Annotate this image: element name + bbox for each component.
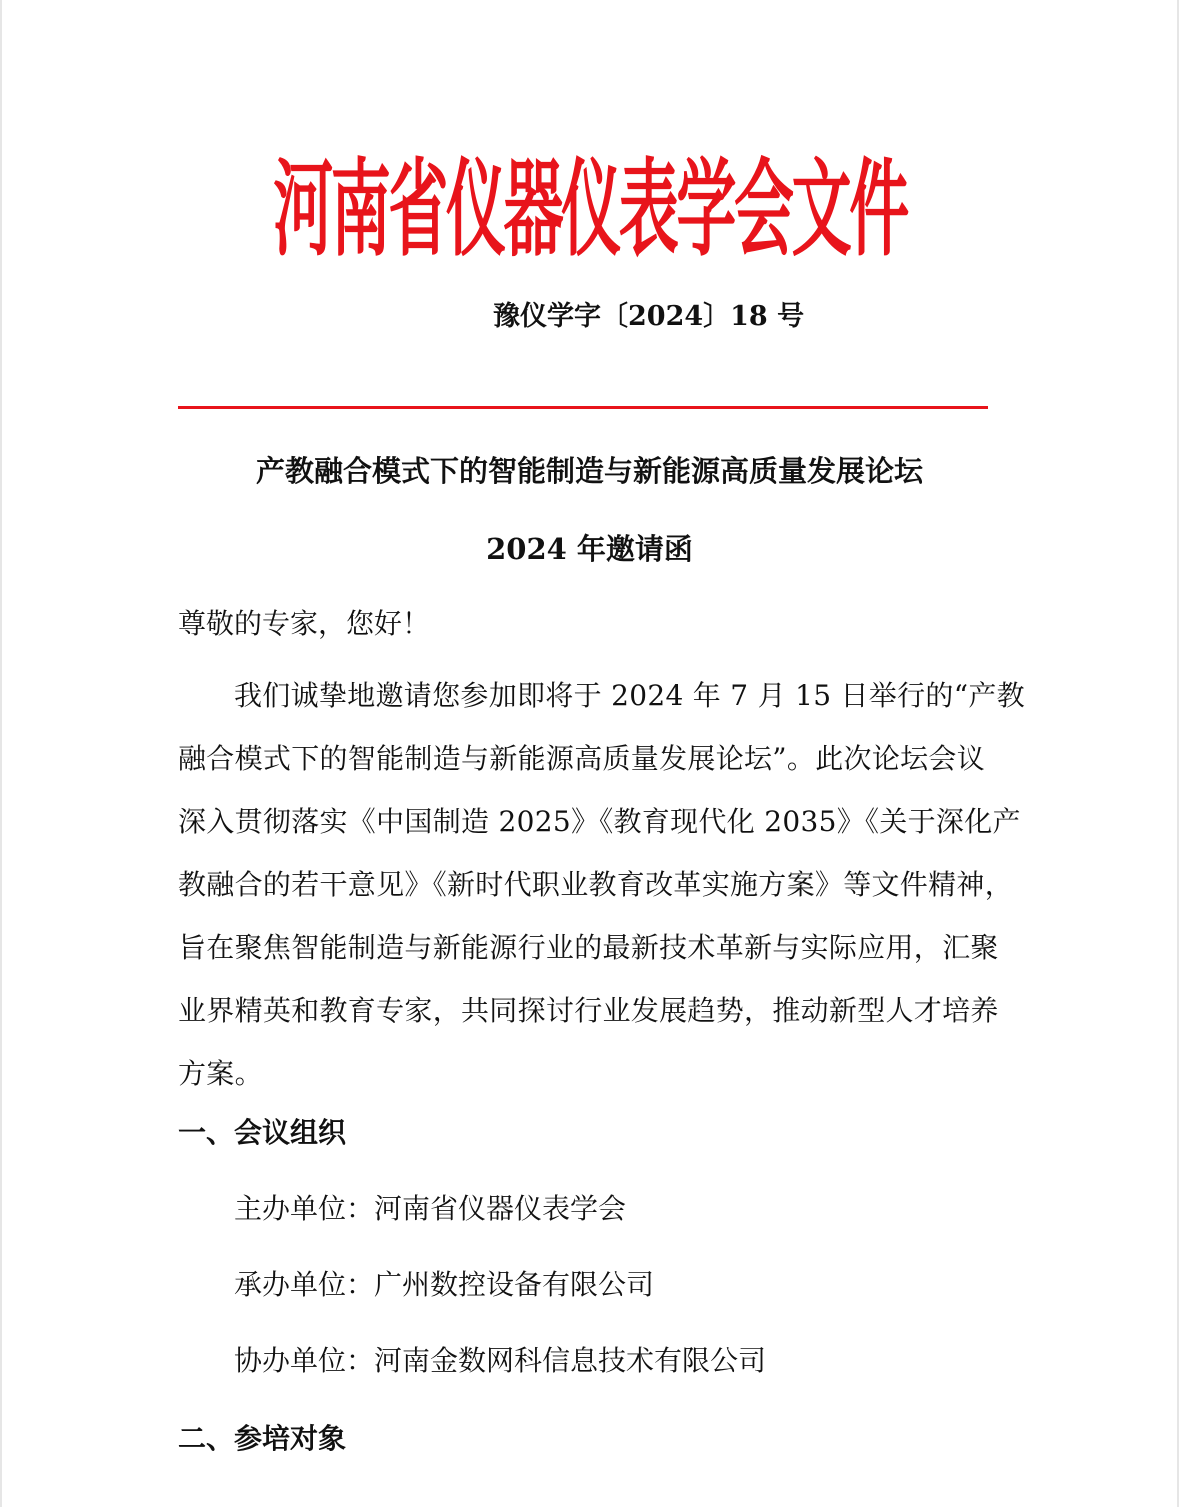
co-organizer-value: 河南金数网科信息技术有限公司	[374, 1344, 767, 1377]
document-masthead	[0, 140, 1179, 280]
body-line: 方案。	[178, 1057, 263, 1090]
section-heading-organization: 一、会议组织	[178, 1116, 347, 1149]
greeting: 尊敬的专家，您好！	[178, 607, 431, 640]
body-line: 教融合的若干意见》《新时代职业教育改革实施方案》等文件精神，	[178, 868, 1014, 901]
document-number: 豫仪学字〔2024〕18 号	[493, 301, 805, 332]
body-line: 深入贯彻落实《中国制造 2025》《教育现代化 2035》《关于深化产	[178, 805, 1021, 838]
body-line: 融合模式下的智能制造与新能源高质量发展论坛”。此次论坛会议	[178, 742, 986, 775]
organizer-label: 主办单位：	[234, 1192, 375, 1225]
document-title-line-2: 2024 年邀请函	[486, 532, 693, 566]
organizer-value: 河南省仪器仪表学会	[374, 1192, 627, 1225]
body-line: 我们诚挚地邀请您参加即将于 2024 年 7 月 15 日举行的“产教	[234, 679, 1025, 712]
red-divider-rule	[178, 406, 988, 409]
co-organizer-row	[234, 1339, 766, 1383]
section-heading-participants: 二、参培对象	[178, 1422, 347, 1455]
body-line: 业界精英和教育专家，共同探讨行业发展趋势，推动新型人才培养	[178, 994, 999, 1027]
host-value: 广州数控设备有限公司	[374, 1268, 655, 1301]
host-label: 承办单位：	[234, 1268, 375, 1301]
co-organizer-label: 协办单位：	[234, 1344, 375, 1377]
body-paragraph	[178, 664, 1025, 1105]
masthead-title: 河南省仪器仪表学会文件	[272, 148, 907, 271]
body-line: 旨在聚焦智能制造与新能源行业的最新技术革新与实际应用，汇聚	[178, 931, 999, 964]
document-title-line-1: 产教融合模式下的智能制造与新能源高质量发展论坛	[255, 454, 923, 488]
host-row	[234, 1263, 654, 1307]
organizer-row	[234, 1187, 626, 1231]
